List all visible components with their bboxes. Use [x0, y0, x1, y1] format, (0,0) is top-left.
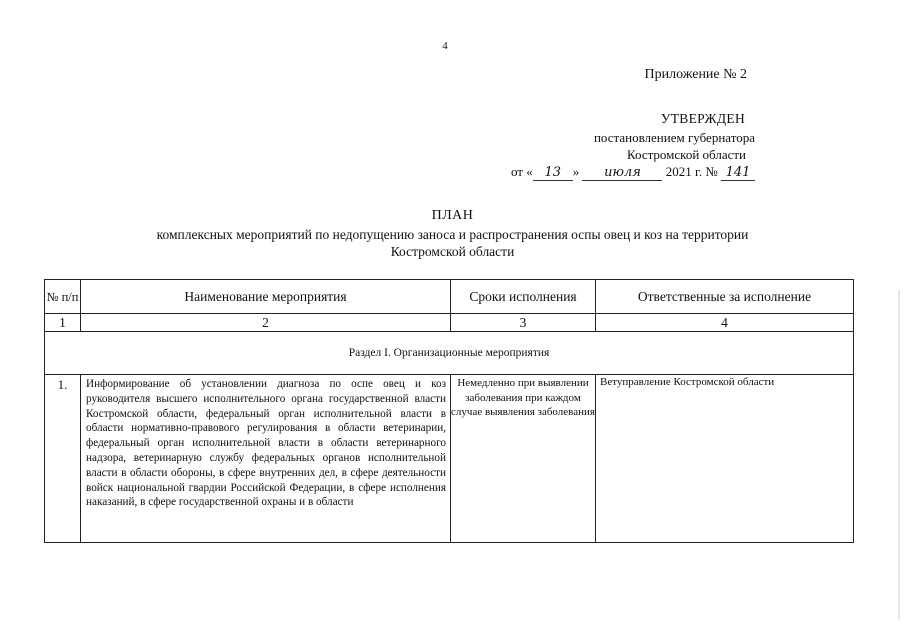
page-number: 4 [442, 40, 448, 52]
appendix-label: Приложение № 2 [644, 67, 747, 82]
approval-date-line [455, 163, 755, 181]
date-prefix: от « [510, 164, 533, 179]
date-quote-close: » [572, 164, 580, 179]
header-num: № п/п [45, 280, 81, 314]
header-deadline: Сроки исполнения [451, 280, 596, 314]
section-row [45, 332, 854, 375]
approval-title: УТВЕРЖДЕН [660, 111, 745, 126]
column-number-row [45, 314, 854, 332]
plan-table [44, 279, 854, 543]
approval-block [455, 110, 755, 181]
handwritten-day: 13 [533, 166, 573, 181]
section-title: Раздел I. Организационные мероприятия [45, 332, 854, 375]
scan-edge-shadow [898, 290, 900, 620]
row-deadline: Немедленно при выявлении заболевания при каждом случае выявления заболевания [451, 375, 596, 543]
header-name: Наименование мероприятия [81, 280, 451, 314]
row-activity-name: Информирование об установлении диагноза по оспе овец и коз руководителя высшего исполнительного органа государственной власти Костромской области, федеральный орган исполнительной власти в области нормативно-правового регулирования в области ветеринарии, федеральный орган исполнительной власти в области ветеринарного надзора, ветеринарную службу федеральных органов исполнительной власти в области обороны, в сфере внутренних дел, в сфере деятельности войск национальной гвардии Российской Федерации, в сфере исполнения наказаний, в сфере государственной охраны и в области [81, 375, 451, 543]
year-text: 2021 г. № [665, 164, 718, 179]
column-number: 3 [451, 314, 596, 332]
row-number: 1. [45, 375, 81, 543]
header-responsible: Ответственные за исполнение [596, 280, 854, 314]
table-row [45, 375, 854, 543]
approval-line-2: Костромской области [626, 147, 746, 162]
plan-subtitle-line-2: Костромской области [390, 244, 515, 259]
handwritten-month: июля [582, 166, 662, 181]
handwritten-number: 141 [721, 166, 755, 181]
plan-title: ПЛАН [431, 208, 474, 223]
approval-line-1: постановлением губернатора [593, 130, 755, 145]
row-responsible: Ветуправление Костромской области [596, 375, 854, 543]
plan-subtitle-line-1: комплексных мероприятий по недопущению заноса и распространения оспы овец и коз на территории [156, 227, 749, 242]
plan-subtitle [0, 226, 905, 260]
column-number: 1 [45, 314, 81, 332]
column-number: 4 [596, 314, 854, 332]
column-number: 2 [81, 314, 451, 332]
table-header-row [45, 280, 854, 314]
